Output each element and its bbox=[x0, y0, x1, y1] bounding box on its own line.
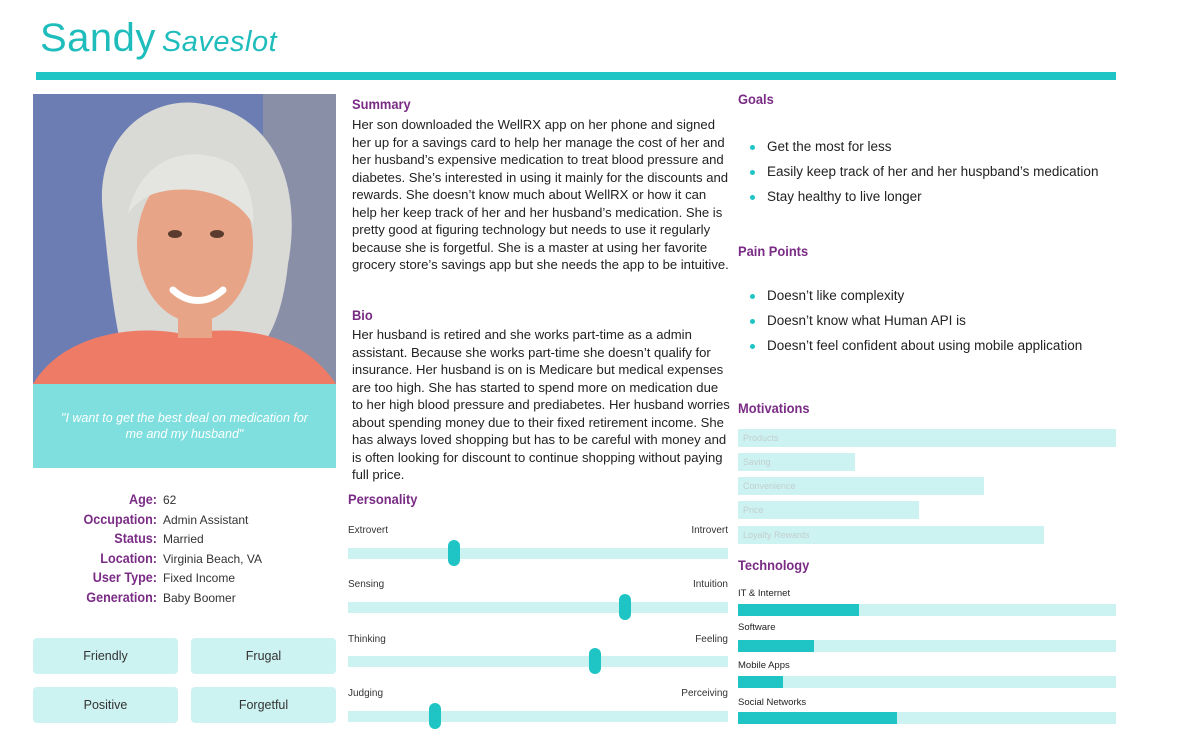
motivation-label: Price bbox=[743, 505, 764, 515]
technology-label: IT & Internet bbox=[738, 588, 791, 599]
goals-heading: Goals bbox=[738, 91, 774, 107]
goals-list bbox=[750, 138, 1098, 213]
list-item: Get the most for less bbox=[750, 138, 1098, 163]
personality-scale-knob bbox=[619, 594, 631, 620]
fact-row bbox=[33, 550, 336, 570]
motivation-label: Convenience bbox=[743, 481, 796, 491]
summary-text: Her son downloaded the WellRX app on her phone and signed her up for a savings card to help her manage the cost of her and her husband’s expensive medication to treat blood pressure and diabetes. She’s interested in using it mainly for the discounts and rewards. She doesn’t know much about WellRX or how it can help her keep track of her and her husband’s medication. She is pretty good at figuring technology but needs to use it regularly because she is forgetful. She is a master at using her favorite grocery store’s savings app but she needs the app to be intuitive. bbox=[352, 117, 729, 272]
personality-scale-track bbox=[348, 602, 728, 613]
list-item: Doesn’t know what Human API is bbox=[750, 312, 1082, 337]
persona-photo bbox=[33, 94, 336, 384]
scale-left-label: Thinking bbox=[348, 634, 386, 645]
personality-scale-knob bbox=[429, 703, 441, 729]
persona-quote: "I want to get the best deal on medication for me and my husband" bbox=[33, 384, 336, 468]
motivations-heading: Motivations bbox=[738, 400, 810, 416]
trait-badge-friendly: Friendly bbox=[33, 638, 178, 674]
summary-heading: Summary bbox=[352, 96, 411, 112]
persona-last-name: Saveslot bbox=[161, 26, 278, 58]
motivation-label: Products bbox=[743, 433, 779, 443]
header-divider bbox=[36, 72, 1116, 80]
technology-fill bbox=[738, 712, 897, 724]
personality-scale-knob bbox=[448, 540, 460, 566]
motivation-bar bbox=[738, 477, 984, 495]
scale-left-label: Judging bbox=[348, 688, 384, 699]
list-item: Easily keep track of her and her huspband’s medication bbox=[750, 163, 1098, 188]
technology-label: Social Networks bbox=[738, 697, 807, 708]
fact-label: Generation: bbox=[86, 588, 157, 605]
personality-heading: Personality bbox=[348, 491, 418, 507]
fact-value: Baby Boomer bbox=[163, 590, 236, 605]
trait-badge-frugal: Frugal bbox=[191, 638, 336, 674]
scale-right-label: Introvert bbox=[691, 525, 728, 536]
personality-scale-knob bbox=[589, 648, 601, 674]
trait-badge-positive: Positive bbox=[33, 687, 178, 723]
fact-row bbox=[33, 569, 336, 589]
list-item: Doesn’t feel confident about using mobile application bbox=[750, 337, 1082, 362]
persona-name bbox=[40, 16, 277, 61]
fact-row bbox=[33, 530, 336, 550]
scale-left-label: Sensing bbox=[348, 579, 385, 590]
fact-label: Age: bbox=[128, 491, 157, 507]
fact-value: Admin Assistant bbox=[163, 512, 249, 527]
technology-label: Mobile Apps bbox=[738, 660, 790, 671]
pain-points-list bbox=[750, 287, 1082, 362]
personality-scale-track bbox=[348, 711, 728, 722]
motivation-bar bbox=[738, 526, 1044, 544]
fact-row bbox=[33, 491, 336, 511]
bio-heading: Bio bbox=[352, 307, 373, 323]
fact-value: Married bbox=[163, 532, 204, 546]
motivation-bar bbox=[738, 501, 919, 519]
personality-scale-track bbox=[348, 548, 728, 559]
motivation-bar bbox=[738, 429, 1116, 447]
scale-right-label: Intuition bbox=[692, 579, 728, 590]
pain-points-heading: Pain Points bbox=[738, 243, 809, 259]
motivation-label: Loyalty Rewards bbox=[743, 530, 810, 540]
technology-fill bbox=[738, 640, 814, 652]
technology-fill bbox=[738, 604, 859, 616]
bio-text: Her husband is retired and she works part-time as a admin assistant. Because she works part-time she doesn’t qualify for insurance. Her husband is on is Medicare but medical expenses are too high. She has started to spend more on medication due to her high blood pressure and prediabetes. Her husband worries about spending money due to their fixed retirement income. She has always loved shopping but has to be careful with money and is often looking for discount to continue shopping without paying full price. bbox=[352, 327, 730, 482]
persona-facts bbox=[33, 491, 336, 608]
scale-right-label: Perceiving bbox=[681, 688, 728, 699]
fact-value: 62 bbox=[163, 493, 177, 507]
personality-scale-track bbox=[348, 656, 728, 667]
fact-label: Location: bbox=[100, 549, 157, 566]
fact-value: Fixed Income bbox=[163, 571, 236, 585]
fact-value: Virginia Beach, VA bbox=[163, 551, 262, 566]
technology-track bbox=[738, 676, 1116, 688]
list-item: Stay healthy to live longer bbox=[750, 188, 1098, 213]
motivation-bar bbox=[738, 453, 855, 471]
list-item: Doesn’t like complexity bbox=[750, 287, 1082, 312]
fact-row bbox=[33, 511, 336, 531]
motivation-label: Saving bbox=[743, 457, 771, 467]
technology-heading: Technology bbox=[738, 557, 810, 573]
scale-left-label: Extrovert bbox=[348, 525, 389, 536]
technology-label: Software bbox=[738, 622, 776, 633]
fact-label: Status: bbox=[114, 530, 157, 546]
persona-first-name: Sandy bbox=[40, 16, 156, 60]
fact-label: Occupation: bbox=[83, 510, 157, 527]
fact-row bbox=[33, 589, 336, 609]
trait-badge-forgetful: Forgetful bbox=[191, 687, 336, 723]
scale-right-label: Feeling bbox=[695, 634, 728, 645]
fact-label: User Type: bbox=[92, 569, 157, 585]
technology-fill bbox=[738, 676, 783, 688]
